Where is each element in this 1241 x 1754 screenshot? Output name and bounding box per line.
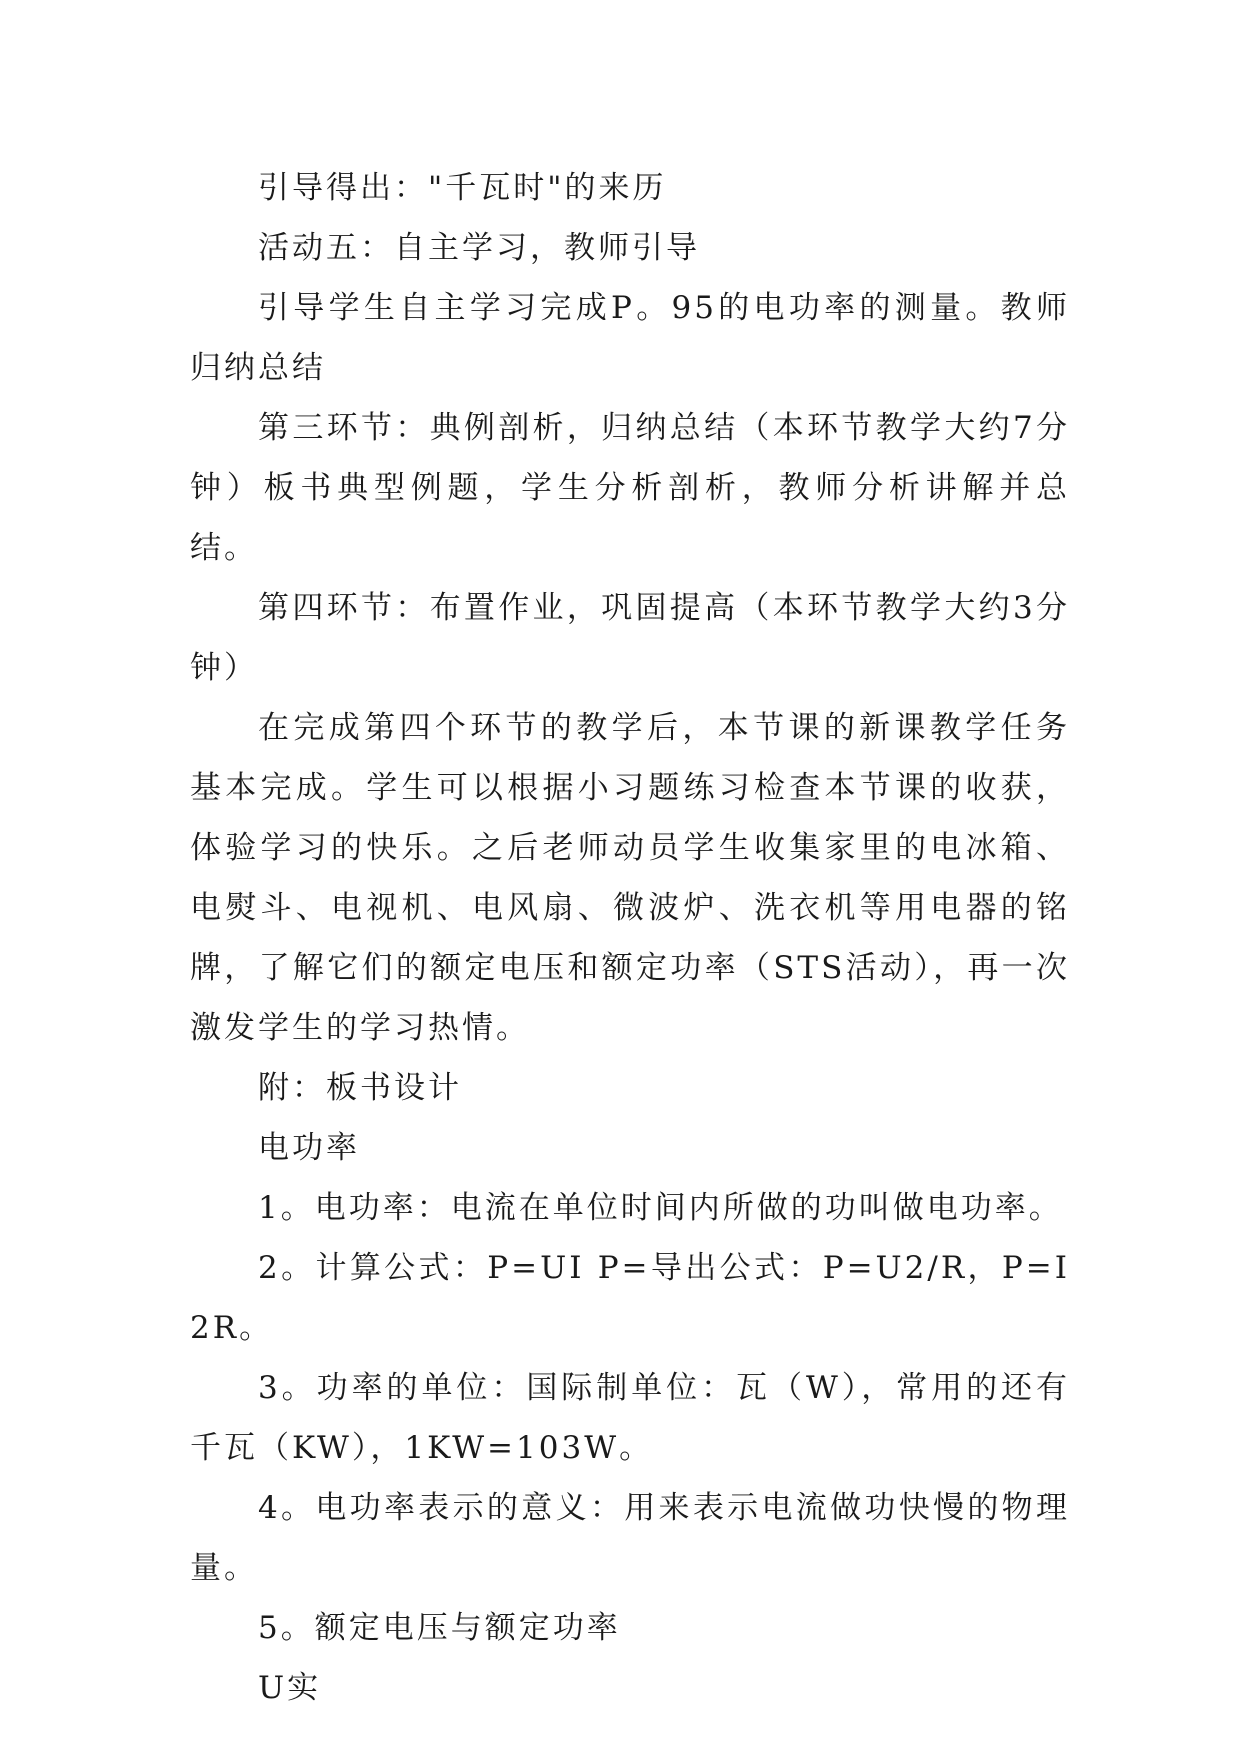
list-item: 4。电功率表示的意义：用来表示电流做功快慢的物理量。: [190, 1490, 1070, 1586]
paragraph: 引导得出："千瓦时"的来历: [258, 170, 667, 206]
document-body: [190, 158, 1070, 1718]
paragraph: 引导学生自主学习完成P。95的电功率的测量。教师归纳总结: [190, 290, 1070, 386]
list-item: 5。额定电压与额定功率: [258, 1610, 621, 1646]
paragraph: 活动五：自主学习，教师引导: [258, 230, 700, 266]
paragraph: 附：板书设计: [258, 1070, 462, 1106]
list-item: 3。功率的单位：国际制单位：瓦（W），常用的还有千瓦（KW），1KW=103W。: [190, 1370, 1070, 1466]
paragraph: 在完成第四个环节的教学后，本节课的新课教学任务基本完成。学生可以根据小习题练习检查本节课的收获，体验学习的快乐。之后老师动员学生收集家里的电冰箱、电熨斗、电视机、电风扇、微波炉、洗衣机等用电器的铭牌，了解它们的额定电压和额定功率（STS活动），再一次激发学生的学习热情。: [190, 710, 1070, 1046]
section-heading: 电功率: [258, 1130, 360, 1166]
paragraph: U实: [258, 1670, 322, 1706]
paragraph: 第四环节：布置作业，巩固提高（本环节教学大约3分钟）: [190, 590, 1070, 686]
paragraph: 第三环节：典例剖析，归纳总结（本环节教学大约7分钟）板书典型例题，学生分析剖析，教师分析讲解并总结。: [190, 410, 1070, 566]
list-item: 1。电功率：电流在单位时间内所做的功叫做电功率。: [258, 1190, 1063, 1226]
list-item: 2。计算公式：P=UI P=导出公式：P=U2/R，P=I2R。: [190, 1250, 1070, 1346]
